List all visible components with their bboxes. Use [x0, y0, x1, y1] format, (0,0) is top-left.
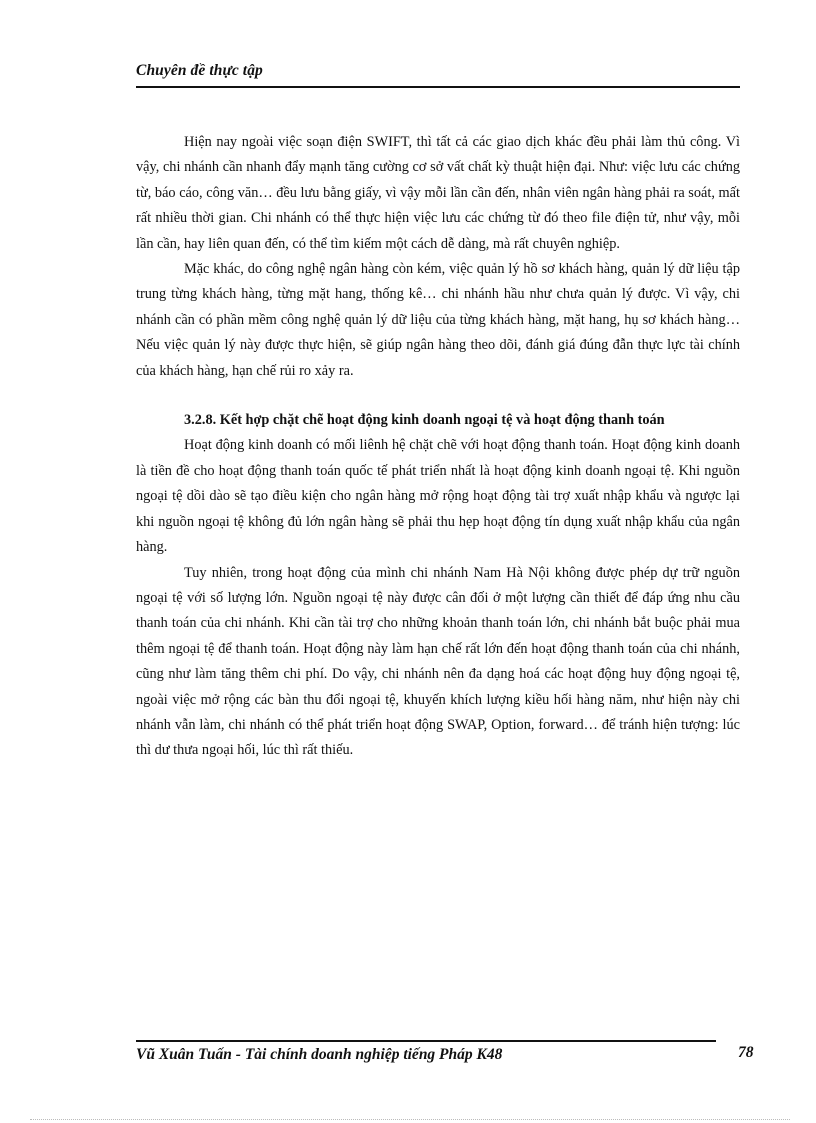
page-number: 78 [738, 1044, 754, 1061]
footer-divider [136, 1040, 716, 1042]
body-paragraph: Mặc khác, do công nghệ ngân hàng còn kém, việc quản lý hồ sơ khách hàng, quản lý dữ liệu tập trung từng khách hàng, từng mặt hang, thống kê… chi nhánh hầu như chưa quản lý được. Vì vậy, chi nhánh cần có phần mềm công nghệ quản lý dữ liệu của từng khách hàng, mặt hang, hụ sơ khách hàng… Nếu việc quản lý này được thực hiện, sẽ giúp ngân hàng theo dõi, đánh giá đúng đẫn thực lực tài chính của khách hàng, hạn chế rủi ro xảy ra. [136, 261, 740, 379]
section-heading: 3.2.8. Kết hợp chặt chẽ hoạt động kinh doanh ngoại tệ và hoạt động thanh toán [184, 412, 665, 429]
body-paragraph: Hoạt động kinh doanh có mối liênh hệ chặt chẽ với hoạt động thanh toán. Hoạt động kinh doanh là tiền đề cho hoạt động thanh toán quốc tế phát triển nhất là hoạt động kinh doanh ngoại tệ. Khi nguồn ngoại tệ dồi dào sẽ tạo điều kiện cho ngân hàng mở rộng hoạt động tài trợ xuất nhập khẩu và ngược lại khi nguồn ngoại tệ không đủ lớn ngân hàng sẽ phải thu hẹp hoạt động tín dụng xuất nhập khẩu của ngân hàng. [136, 437, 740, 556]
body-paragraph: Tuy nhiên, trong hoạt động của mình chi nhánh Nam Hà Nội không được phép dự trữ nguồn ngoại tệ với số lượng lớn. Nguồn ngoại tệ này được cân đối ở một lượng cần thiết để đáp ứng nhu cầu thanh toán của chi nhánh. Khi cần tài trợ cho những khoản thanh toán lớn, chi nhánh bắt buộc phải mua thêm ngoại tệ để thanh toán. Hoạt động này làm hạn chế rất lớn đến hoạt động thanh toán của chi nhánh, cũng như làm tăng thêm chi phí. Do vậy, chi nhánh nên đa dạng hoá các hoạt động huy động ngoại tệ, ngoài việc mở rộng các bàn thu đổi ngoại tệ, khuyến khích lượng kiều hối hàng năm, như hiện này chi nhánh vẫn làm, chi nhánh có thể phát triển hoạt động SWAP, Option, forward… để tránh hiện tượng: lúc thì dư thưa ngoại hối, lúc thì rất thiếu. [136, 564, 740, 759]
header-divider [136, 86, 740, 88]
body-paragraph: Hiện nay ngoài việc soạn điện SWIFT, thì tất cả các giao dịch khác đều phải làm thủ công. Vì vậy, chi nhánh cần nhanh đẩy mạnh tăng cường cơ sở vất chất kỳ thuật hiện đại. Như: việc lưu các chứng từ, báo cáo, công văn… đều lưu bằng giấy, vì vậy mỗi lần cần đến, nhân viên ngân hàng phải ra soát, mất rất nhiều thời gian. Chi nhánh có thể thực hiện việc lưu các chứng từ đó theo file điện tử, như vậy, mỗi lần cần, hay liên quan đến, có thể tìm kiếm một cách dễ dàng, mà rất chuyên nghiệp. [136, 134, 740, 252]
document-body [136, 130, 740, 764]
page-bottom-edge [30, 1119, 790, 1120]
page-header-title: Chuyên đề thực tập [136, 62, 263, 79]
footer-author-line: Vũ Xuân Tuấn - Tài chính doanh nghiệp tiếng Pháp K48 [136, 1046, 503, 1063]
